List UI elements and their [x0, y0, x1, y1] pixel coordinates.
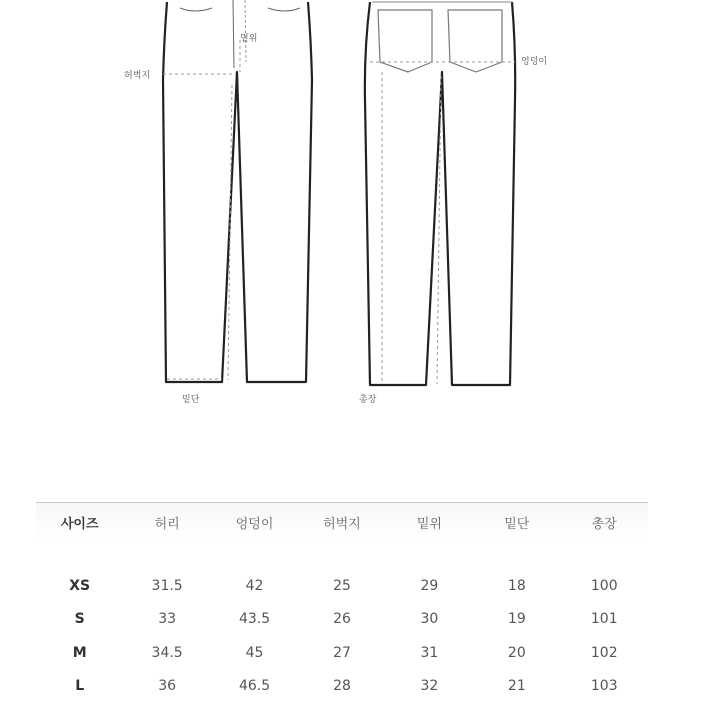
cell-rise: 29 — [420, 577, 439, 594]
cell-length: 100 — [590, 577, 618, 594]
cell-waist: 33 — [158, 611, 177, 628]
header-hip: 엉덩이 — [235, 516, 274, 532]
cell-size: S — [74, 611, 85, 628]
cell-thigh: 28 — [333, 678, 351, 695]
cell-hip: 42 — [245, 577, 264, 594]
cell-thigh: 26 — [333, 611, 351, 628]
front-pants-drawing — [163, 0, 312, 382]
label-hip: 엉덩이 — [521, 57, 548, 67]
cell-hip: 45 — [245, 644, 264, 661]
cell-hip: 46.5 — [238, 678, 271, 695]
label-hem: 밑단 — [182, 395, 200, 405]
table-row — [36, 670, 648, 704]
header-rise: 밑위 — [416, 516, 442, 532]
cell-hem: 20 — [507, 644, 526, 661]
cell-waist: 34.5 — [151, 644, 183, 661]
cell-hem: 21 — [507, 678, 526, 695]
label-rise: 밑위 — [240, 34, 258, 44]
cell-thigh: 27 — [333, 644, 351, 661]
front-measure-lines — [163, 40, 240, 380]
cell-hip: 43.5 — [238, 611, 271, 628]
cell-hem: 18 — [507, 577, 526, 594]
header-waist: 허리 — [154, 516, 180, 532]
cell-length: 101 — [590, 611, 618, 628]
back-pants-drawing — [365, 2, 515, 385]
cell-length: 102 — [590, 644, 618, 661]
cell-hem: 19 — [507, 611, 526, 628]
cell-size: L — [75, 678, 85, 695]
label-thigh: 허벅지 — [124, 71, 151, 81]
header-hem: 밑단 — [504, 516, 530, 532]
size-table-header — [36, 502, 648, 541]
table-row — [36, 569, 648, 603]
header-thigh: 허벅지 — [323, 516, 361, 532]
table-row — [36, 636, 648, 670]
size-table — [36, 502, 648, 703]
header-length: 총장 — [591, 516, 617, 532]
cell-size: XS — [69, 577, 91, 594]
size-table-body — [36, 569, 648, 703]
table-row — [36, 603, 648, 637]
cell-waist: 31.5 — [151, 577, 183, 594]
cell-length: 103 — [590, 678, 618, 695]
label-length: 총장 — [359, 395, 377, 405]
cell-thigh: 25 — [333, 577, 351, 594]
cell-rise: 32 — [420, 678, 439, 695]
cell-size: M — [72, 644, 87, 661]
cell-rise: 31 — [420, 644, 439, 661]
header-size: 사이즈 — [60, 516, 99, 532]
cell-rise: 30 — [420, 611, 439, 628]
cell-waist: 36 — [158, 678, 177, 695]
